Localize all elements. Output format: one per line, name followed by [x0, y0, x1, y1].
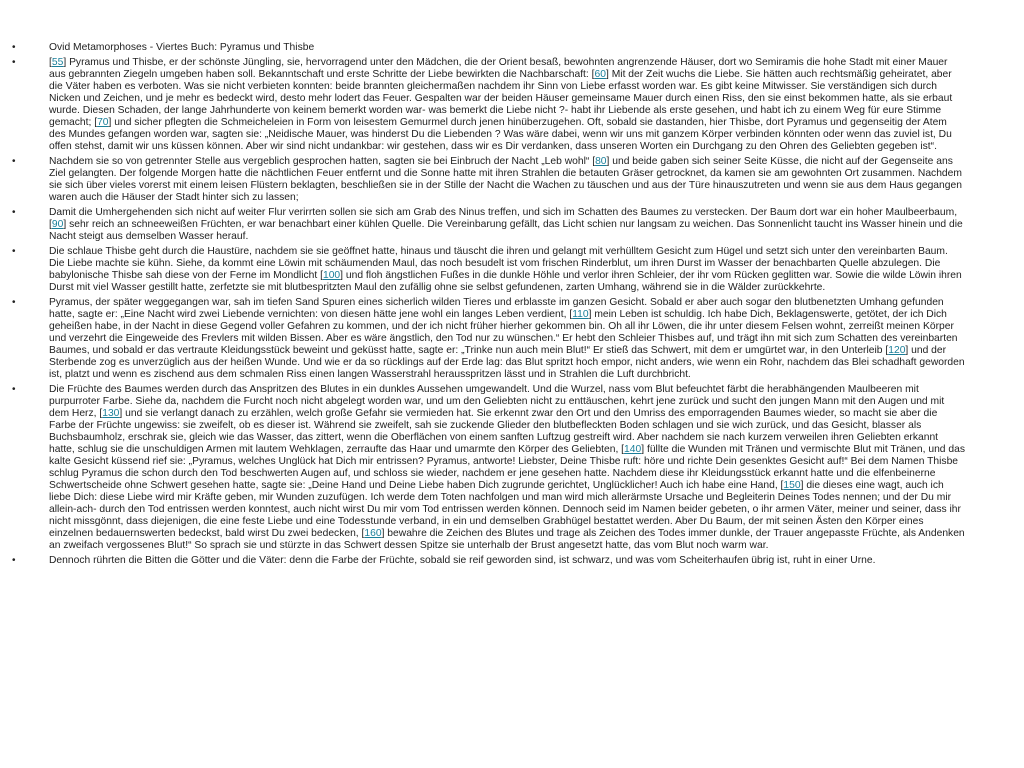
verse-number-link[interactable]: 80 — [595, 156, 607, 167]
paragraph-text: ] Mit der Zeit wuchs die Liebe. Sie hätten auch rechtsmäßig geheiratet, aber die Väter haben es verboten. Was sie nicht verbieten konnten: beide brannten gleichermaßen nachdem ihr Sinn von Liebe erfasst worden war. Es gibt keine Mitwisser. Sie verständigen sich durch Nicken und Zeichen, und je mehr es bedeckt wird, desto mehr lodert das Feuer. Gespalten war der beiden Häuser gemeinsame Mauer durch einen Riss, den sie einst bekommen hatte, als sie erbaut wurde. Diesen Schaden, der lange Jahrhunderte von keinem bemerkt worden war- was bemerkt die Liebe nicht ?- habt ihr Liebende als erste gesehen, und habt ich zu einem Weg für eure Stimme gemacht; [ — [49, 69, 953, 128]
paragraph-text: Dennoch rührten die Bitten die Götter und die Väter: denn die Farbe der Früchte, sobald sie reif geworden sind, ist schwarz, und was vom Scheiterhaufen übrig ist, ruht in einer Urne. — [49, 555, 876, 566]
verse-number-link[interactable]: 55 — [51, 57, 64, 68]
paragraph-text: ] füllte die Wunden mit Tränen und vermischte Blut mit Tränen, und das kalte Gesicht küssend rief sie: „Pyramus, welches Unglück hat Dich mir entrissen? Pyramus, antworte! Liebster, Deine Thisbe ruft: höre und richte Dein gesenktes Gesicht auf!“ Bei dem Namen Thisbe schlug Pyramus die schon durch den Tod beschwerten Augen auf, und schloss sie wieder, nachdem er jene gesehen hatte. Nachdem diese ihr Kleidungsstück erkannt hatte und die elfenbeinerne Schwertscheide ohne Schwert gesehen hatte, sagte sie: „Deine Hand und Deine Liebe haben Dich zugrunde gerichtet, Unglücklicher! Auch ich habe eine Hand, [ — [49, 444, 965, 491]
verse-number-link[interactable]: 60 — [594, 69, 606, 80]
paragraph-text: Die schlaue Thisbe geht durch die Haustüre, nachdem sie sie geöffnet hatte, hinaus und täuscht die ihren und gelangt mit verhülltem Gesicht zum Hügel und setzt sich unter den vereinbarten Baum. Die Liebe machte sie kühn. Siehe, da kommt eine Löwin mit schäumenden Maul, das noch besudelt ist vom frischen Rinderblut, um ihren Durst im Wasser der benachbarten Quelle abzulegen. Die babylonische Thisbe sah diese von der Ferne im Mondlicht [ — [49, 246, 948, 281]
paragraph-text: ] Pyramus und Thisbe, er der schönste Jüngling, sie, hervorragend unter den Mädchen, die der Orient besaß, bewohnten angrenzende Häuser, dort wo Semiramis die hohe Stadt mit einer Mauer aus gebrannten Ziegeln umgeben haben soll. Bekanntschaft und erste Schritte der Liebe bewirkten die Nachbarschaft: [ — [49, 57, 948, 80]
verse-number-link[interactable]: 160 — [364, 528, 382, 539]
paragraph-text: ] bewahre die Zeichen des Blutes und trage als Zeichen des Todes immer dunkle, der Trauer angepasste Früchte, als Andenken an zweifach vergossenes Blut!“ So sprach sie und stürzte in das Schwert dessen Spitze sie unterhalb der Brust angesetzt hatte, das vom Blut noch warm war. — [49, 528, 965, 551]
paragraph-item — [49, 246, 965, 294]
verse-number-link[interactable]: 130 — [102, 408, 120, 419]
paragraph-text: ] die dieses eine wagt, auch ich liebe Dich: diese Liebe wird mir Kräfte geben, mir Wunden zuzufügen. Ich werde dem Toten nachfolgen und man wird mich allerärmste Ursache und Begleiterin Deines Todes nennen; und der Du mir allein-ach- durch den Tod entrissen werden konntest, auch nicht wirst Du mir vom Tod entrissen werden können. Dennoch seid im Namen beider gebeten, o ihr armen Väter, meiner und seiner, dass ihr nicht missgönnt, dass diejenigen, die eine feste Liebe und eine Todesstunde verband, in ein und demselben Grabhügel bestattet werden. Aber Du Baum, der mit seinen Ästen den Körper eines einzelnen bedauernswerten bedeckst, bald wirst Du zwei bedecken, [ — [49, 480, 961, 539]
verse-number-link[interactable]: 70 — [97, 117, 109, 128]
paragraph-text: ] und beide gaben sich seiner Seite Küsse, die nicht auf der Gegenseite ans Ziel gelangten. Der folgende Morgen hatte die nächtlichen Feuer entfernt und die Sonne hatte mit ihren Strahlen die betauten Gräser getrocknet, da kamen sie am gewohnten Ort zusammen. Nachdem sie sich über vieles vorerst mit einem leisen Flüstern beklagten, beschließen sie in der Stille der Nacht die Wachen zu täuschen und aus der Türe hinauszutreten und wenn sie aus dem Haus gegangen waren auch die Häuser der Stadt hinter sich zu lassen; — [49, 156, 962, 203]
document-title: Ovid Metamorphoses - Viertes Buch: Pyramus und Thisbe — [49, 42, 315, 53]
paragraph-text: ] und der Sterbende zog es unverzüglich aus der heißen Wunde. Und wie er da so rücklings auf der Erde lag: das Blut spritzt hoch empor, nicht anders, wie wenn ein Rohr, nachdem das Blei schadhaft geworden ist, platzt und wenn es zischend aus dem schmalen Riss einen langen Wasserstrahl herausspritzen lässt und in Strahlen die Luft durchbricht. — [49, 345, 965, 380]
verse-number-link[interactable]: 110 — [572, 309, 589, 320]
verse-number-link[interactable]: 90 — [51, 219, 64, 230]
paragraph-text: [ — [49, 57, 52, 68]
paragraph-text: Die Früchte des Baumes werden durch das Anspritzen des Blutes in ein dunkles Aussehen umgewandelt. Und die Wurzel, nass vom Blut befeuchtet färbt die herabhängenden Maulbeeren mit purpurroter Farbe. Siehe da, nachdem die Furcht noch nicht abgelegt worden war, und um den Geliebten nicht zu enttäuschen, kehrt jene zurück und sucht den jungen Mann mit den Augen und mit dem Herz, [ — [49, 384, 945, 419]
paragraph-item — [49, 57, 965, 153]
paragraph-list — [49, 42, 965, 567]
paragraph-item — [49, 156, 965, 204]
paragraph-text: ] und sicher pflegten die Schmeicheleien in Form von leisestem Gemurmel durch jenen hinüberzugehen. Oft, sobald sie dastanden, hier Thisbe, dort Pyramus und gegenseitig der Atem des Mundes gefangen worden war, sagten sie: „Neidische Mauer, was hinderst Du die Liebenden ? Was wäre dabei, wenn wir uns mit ganzem Körper verbinden könnten oder wenn das zuviel ist, Du offen stehst, damit wir uns küssen können. Aber wir sind nicht undankbar: wir gestehen, dass wir es Dir verdanken, dass unseren Worten ein Durchgang zu den Ohren des Geliebten gegeben ist“. — [49, 117, 952, 152]
paragraph-text: ] mein Leben ist schuldig. Ich habe Dich, Beklagenswerte, getötet, der ich Dich geheißen habe, in der Nacht in diese Gegend voller Gefahren zu kommen, und der ich nicht früher hierher gekommen bin. Oh all ihr Löwen, die ihr unter diesem Felsen wohnt, zerreißt meinen Körper und verzehrt die Eingeweide des Frevlers mit wilden Bissen. Aber es wäre ängstlich, den Tod nur zu wünschen.“ Er hebt den Schleier Thisbes auf, und trägt ihn mit sich zum Schatten des vereinbarten Baumes, und sobald er das vertraute Kleidungsstück beweint und geküsst hatte, sagte er: „Trinke nun auch mein Blut!“ Er stieß das Schwert, mit dem er umgürtet war, in den Unterleib [ — [49, 309, 958, 356]
paragraph-text: Nachdem sie so von getrennter Stelle aus vergeblich gesprochen hatten, sagten sie bei Einbruch der Nacht „Leb wohl“ [ — [49, 156, 596, 167]
document-title-item — [49, 42, 965, 54]
paragraph-text: ] und floh ängstlichen Fußes in die dunkle Höhle und verlor ihren Schleier, der ihr vom Rücken geglitten war. Sowie die wilde Löwin ihren Durst mit viel Wasser gestillt hatte, zerfetzte sie mit blutbespritzten Maul den zufällig ohne sie selbst gefundenen, zarten Umhang, während sie in die Wälder zurückkehrte. — [49, 270, 962, 293]
paragraph-text: Pyramus, der später weggegangen war, sah im tiefen Sand Spuren eines sicherlich wilden Tieres und erblasste im ganzen Gesicht. Sobald er aber auch sogar den blutbenetzten Umhang gefunden hatte, sagte er: „Eine Nacht wird zwei Liebende vernichten: von diesen hätte jene wohl ein langes Leben verdient, [ — [49, 297, 944, 320]
paragraph-text: ] sehr reich an schneeweißen Früchten, er war benachbart einer kühlen Quelle. Die Vereinbarung gefällt, das Licht schien nur langsam zu weichen. Das Sonnenlicht taucht ins Wasser hinein und die Nacht steigt aus demselben Wasser herauf. — [49, 219, 963, 242]
paragraph-item — [49, 384, 965, 552]
paragraph-item — [49, 207, 965, 243]
document-body — [49, 42, 965, 570]
verse-number-link[interactable]: 150 — [783, 480, 801, 491]
paragraph-text: ] und sie verlangt danach zu erzählen, welch große Gefahr sie vermieden hat. Sie erkennt zwar den Ort und den Umriss des emporragenden Baumes wieder, so macht sie aber die Farbe der Früchte ungewiss: sie zweifelt, ob es dieser ist. Während sie zweifelt, sah sie zuckende Glieder den blutbefleckten Boden schlagen und sie wich zurück, und das Gesicht, blasser als Buchsbaumholz, erschrak sie, gleich wie das Wasser, das zittert, wenn die Oberflächen von einem sanften Luftzug gestreift wird. Aber nachdem sie nach kurzem verweilen ihren Geliebten erkannt hatte, schlug sie die unschuldigen Armen mit lautem Wehklagen, zerraufte das Haar und umarmte den Körper des Geliebten, [ — [49, 408, 939, 455]
verse-number-link[interactable]: 140 — [624, 444, 642, 455]
verse-number-link[interactable]: 100 — [322, 270, 341, 281]
paragraph-item — [49, 297, 965, 381]
paragraph-text: Damit die Umhergehenden sich nicht auf weiter Flur verirrten sollen sie sich am Grab des Ninus treffen, und sich im Schatten des Baumes zu verstecken. Der Baum dort war ein hoher Maulbeerbaum, [ — [49, 207, 958, 230]
verse-number-link[interactable]: 120 — [888, 345, 906, 356]
paragraph-item — [49, 555, 965, 567]
